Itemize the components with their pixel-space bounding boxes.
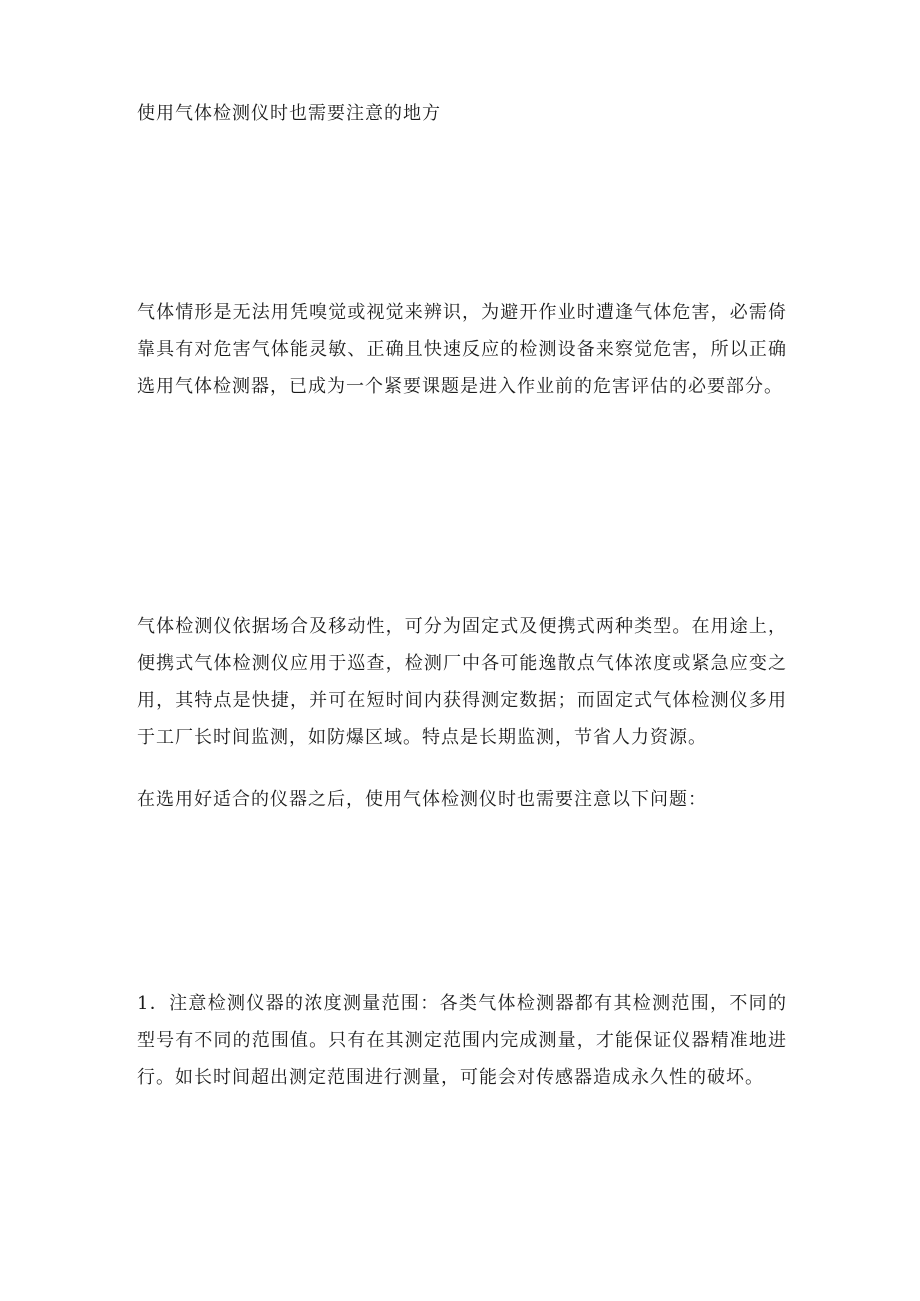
paragraph-types: 气体检测仪依据场合及移动性，可分为固定式及便携式两种类型。在用途上，便携式气体检测仪应用于巡查，检测厂中各可能逸散点气体浓度或紧急应变之用，其特点是快捷，并可在短时间内获得测定数据；而固定式气体检测仪多用于工厂长时间监测，如防爆区域。特点是长期监测，节省人力资源。 (137, 616, 787, 748)
document-title: 使用气体检测仪时也需要注意的地方 (137, 103, 441, 124)
paragraph-intro: 气体情形是无法用凭嗅觉或视觉来辨识，为避开作业时遭逢气体危害，必需倚靠具有对危害气体能灵敏、正确且快速反应的检测设备来察觉危害，所以正确选用气体检测器，已成为一个紧要课题是进入作业前的危害评估的必要部分。 (137, 302, 787, 397)
paragraph-point-1: 1．注意检测仪器的浓度测量范围：各类气体检测器都有其检测范围，不同的型号有不同的范围值。只有在其测定范围内完成测量，才能保证仪器精准地进行。如长时间超出测定范围进行测量，可能会对传感器造成永久性的破坏。 (137, 993, 787, 1088)
paragraph-transition: 在选用好适合的仪器之后，使用气体检测仪时也需要注意以下问题： (137, 789, 707, 810)
